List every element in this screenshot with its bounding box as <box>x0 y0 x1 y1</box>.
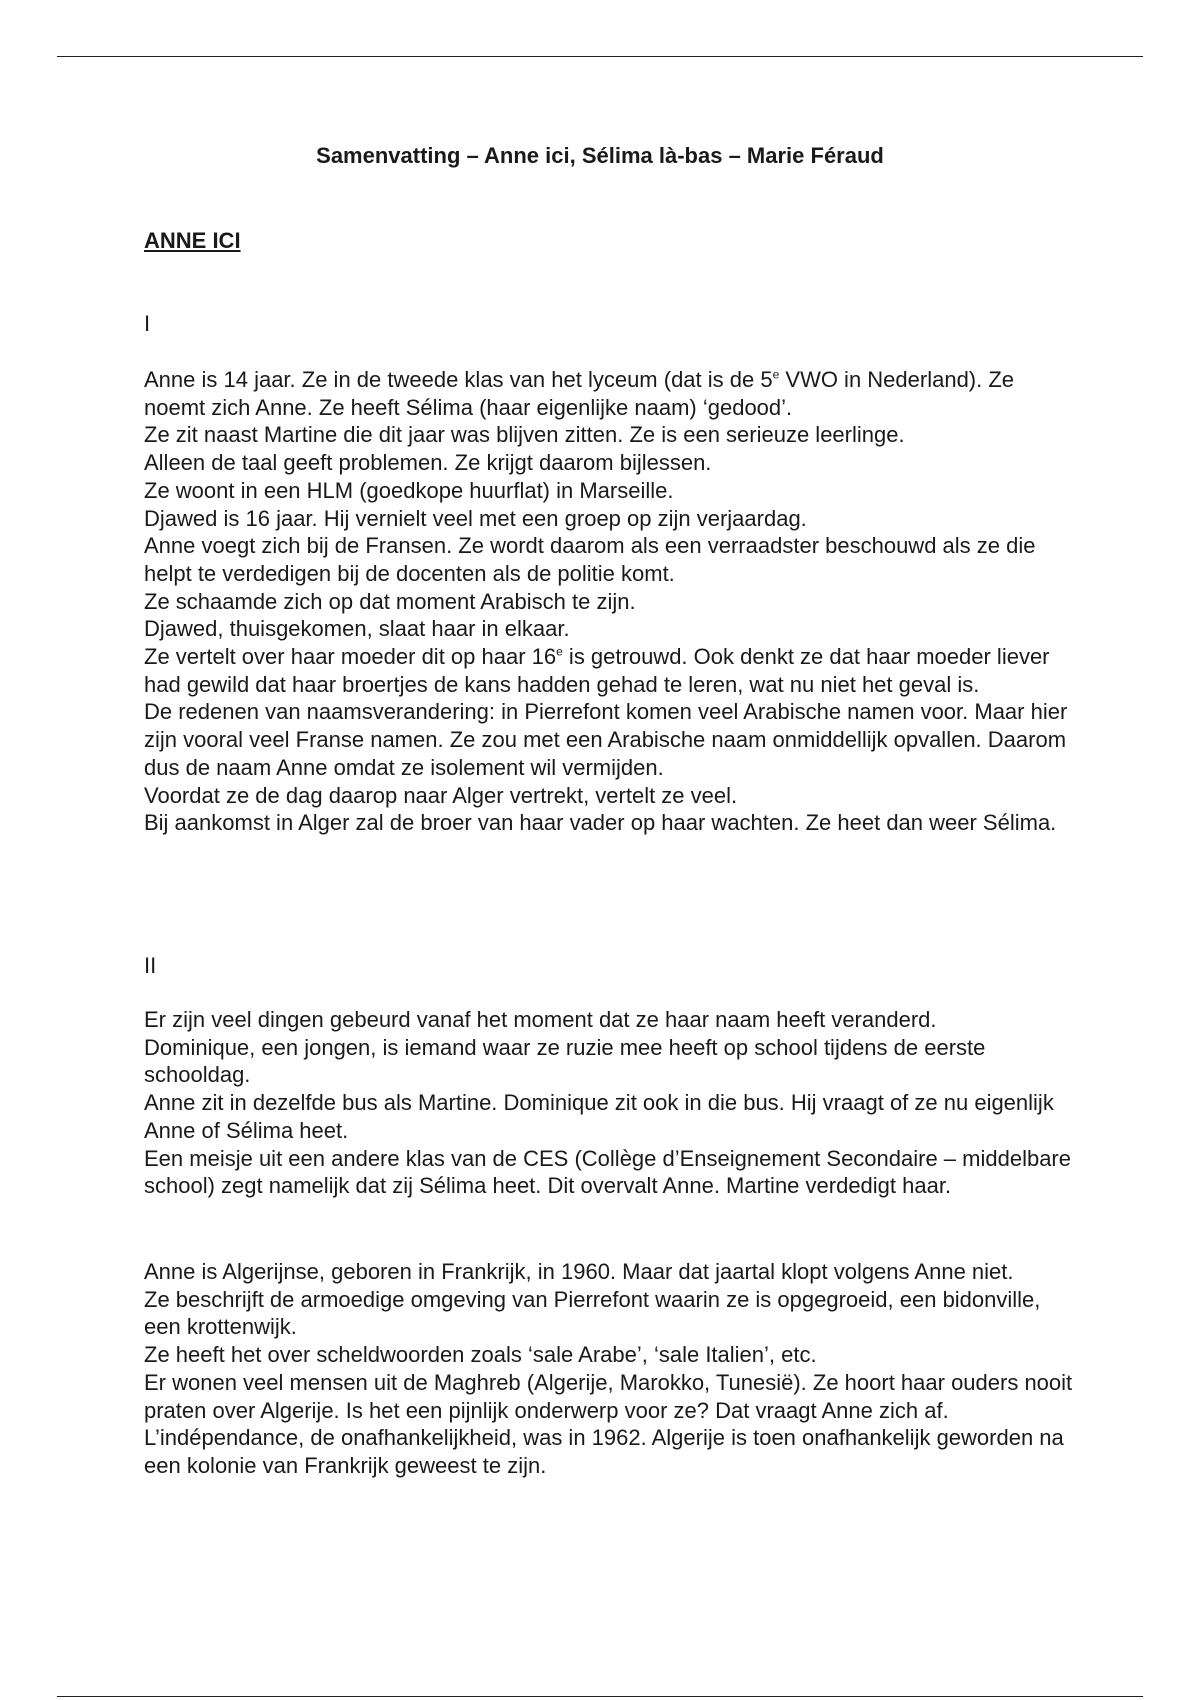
paragraph-line: Anne is 14 jaar. Ze in de tweede klas van het lyceum (dat is de 5e VWO in Nederland). Ze noemt zich Anne. Ze heeft Sélima (haar eigenlijke naam) ‘gedood’. <box>144 367 1015 420</box>
chapter-2-text-b <box>144 1258 1074 1480</box>
paragraph-line: Een meisje uit een andere klas van de CES (Collège d’Enseignement Secondaire – middelbare school) zegt namelijk dat zij Sélima heet. Dit overvalt Anne. Martine verdedigt haar. <box>144 1145 1071 1199</box>
paragraph-line: L’indépendance, de onafhankelijkheid, was in 1962. Algerije is toen onafhankelijk geworden na een kolonie van Frankrijk geweest te zijn. <box>144 1425 1064 1478</box>
chapter-numeral-2: II <box>144 953 157 978</box>
paragraph-line: Ze vertelt over haar moeder dit op haar 16e is getrouwd. Ook denkt ze dat haar moeder liever had gewild dat haar broertjes de kans hadden gehad te leren, wat nu niet het geval is. <box>144 644 1050 697</box>
chapter-1-text <box>144 366 1074 837</box>
paragraph-line: De redenen van naamsverandering: in Pierrefont komen veel Arabische namen voor. Maar hier zijn vooral veel Franse namen. Ze zou met een Arabische naam onmiddellijk opvallen. Daarom dus de naam Anne omdat ze isolement wil vermijden. <box>144 699 1068 780</box>
paragraph-line: Ze zit naast Martine die dit jaar was blijven zitten. Ze is een serieuze leerlinge. <box>144 422 905 448</box>
footer-rule <box>57 1696 1143 1697</box>
chapter-2-text-a <box>144 1006 1074 1200</box>
paragraph-line: Djawed, thuisgekomen, slaat haar in elkaar. <box>144 616 570 642</box>
paragraph-line: Alleen de taal geeft problemen. Ze krijgt daarom bijlessen. <box>144 450 712 476</box>
paragraph-line: Anne is Algerijnse, geboren in Frankrijk, in 1960. Maar dat jaartal klopt volgens Anne niet. <box>144 1259 1014 1284</box>
paragraph-line: Ze woont in een HLM (goedkope huurflat) in Marseille. <box>144 477 674 503</box>
header-rule <box>57 56 1143 57</box>
superscript: e <box>772 367 780 382</box>
paragraph-line: Ze heeft het over scheldwoorden zoals ‘sale Arabe’, ‘sale Italien’, etc. <box>144 1342 817 1368</box>
paragraph-line: Ze beschrijft de armoedige omgeving van Pierrefont waarin ze is opgegroeid, een bidonville, een krottenwijk. <box>144 1286 1041 1340</box>
paragraph-line: Er zijn veel dingen gebeurd vanaf het moment dat ze haar naam heeft veranderd. <box>144 1007 937 1032</box>
superscript: e <box>556 644 563 659</box>
paragraph-line: Djawed is 16 jaar. Hij vernielt veel met een groep op zijn verjaardag. <box>144 505 807 531</box>
paragraph-line: Anne zit in dezelfde bus als Martine. Dominique zit ook in die bus. Hij vraagt of ze nu eigenlijk Anne of Sélima heet. <box>144 1090 1054 1143</box>
document-title: Samenvatting – Anne ici, Sélima là-bas – Marie Féraud <box>316 143 884 168</box>
paragraph-line: Ze schaamde zich op dat moment Arabisch te zijn. <box>144 588 636 614</box>
paragraph-line: Anne voegt zich bij de Fransen. Ze wordt daarom als een verraadster beschouwd als ze die helpt te verdedigen bij de docenten als de politie komt. <box>144 533 1036 586</box>
section-heading: ANNE ICI <box>144 228 241 253</box>
paragraph-line: Voordat ze de dag daarop naar Alger vertrekt, vertelt ze veel. <box>144 782 738 808</box>
chapter-numeral-1: I <box>144 311 151 336</box>
paragraph-line: Bij aankomst in Alger zal de broer van haar vader op haar wachten. Ze heet dan weer Sélima. <box>144 810 1057 836</box>
paragraph-line: Dominique, een jongen, is iemand waar ze ruzie mee heeft op school tijdens de eerste schooldag. <box>144 1034 986 1088</box>
paragraph-line: Er wonen veel mensen uit de Maghreb (Algerije, Marokko, Tunesië). Ze hoort haar ouders nooit praten over Algerije. Is het een pijnlijk onderwerp voor ze? Dat vraagt Anne zich af. <box>144 1369 1073 1423</box>
